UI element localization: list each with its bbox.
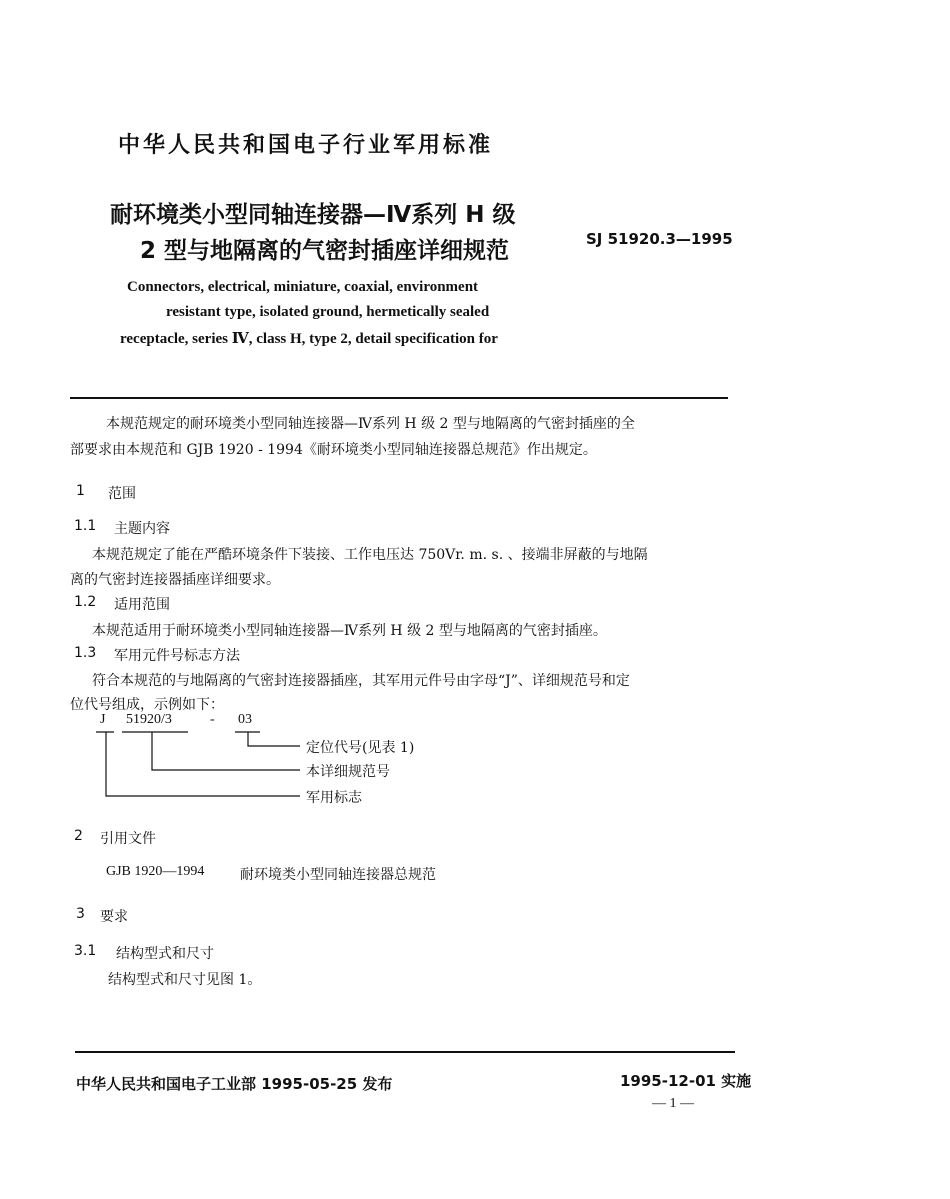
section-3-title: 要求 (100, 909, 128, 925)
section-3-1-line1: 结构型式和尺寸见图 1。 (108, 972, 262, 988)
designation-label-position: 定位代号(见表 1) (306, 740, 415, 756)
section-1-3-line1: 符合本规范的与地隔离的气密封连接器插座，其军用元件号由字母“J”、详细规范号和定 (92, 673, 630, 689)
section-1-title: 范围 (108, 486, 136, 502)
designation-label-spec: 本详细规范号 (306, 764, 390, 780)
section-1-2-number: 1.2 (74, 594, 97, 610)
standard-code: SJ 51920.3—1995 (586, 230, 733, 248)
title-cn-line1: 耐环境类小型同轴连接器—Ⅳ系列 H 级 (110, 202, 516, 228)
title-en-line3: receptacle, series Ⅳ, class H, type 2, detail specification for (120, 331, 498, 347)
section-2-number: 2 (74, 828, 83, 844)
section-1-number: 1 (76, 483, 85, 499)
designation-part-position: 03 (238, 712, 252, 727)
standard-organization: 中华人民共和国电子行业军用标准 (118, 133, 494, 158)
intro-line1: 本规范规定的耐环境类小型同轴连接器—Ⅳ系列 H 级 2 型与地隔离的气密封插座的全 (106, 416, 635, 432)
designation-part-spec: 51920/3 (126, 712, 172, 727)
section-1-2-title: 适用范围 (114, 597, 170, 613)
title-en-line2: resistant type, isolated ground, hermetically sealed (166, 304, 490, 320)
section-2-title: 引用文件 (100, 831, 156, 847)
intro-line2: 部要求由本规范和 GJB 1920 - 1994《耐环境类小型同轴连接器总规范》作出规定。 (70, 442, 597, 458)
section-1-1-line1: 本规范规定了能在严酷环境条件下装接、工作电压达 750Vr. m. s. 、接端非屏蔽的与地隔 (92, 547, 648, 563)
reference-title: 耐环境类小型同轴连接器总规范 (240, 867, 436, 883)
page-number: — 1 — (652, 1096, 694, 1111)
designation-label-military: 军用标志 (306, 790, 362, 806)
designation-part-j: J (100, 712, 106, 727)
section-3-1-number: 3.1 (74, 943, 97, 959)
title-en-line1: Connectors, electrical, miniature, coaxial, environment (127, 279, 479, 295)
issued-date: 中华人民共和国电子工业部 1995-05-25 发布 (76, 1075, 393, 1093)
section-1-1-number: 1.1 (74, 518, 97, 534)
section-1-1-line2: 离的气密封连接器插座详细要求。 (70, 572, 280, 588)
title-cn-line2: 2 型与地隔离的气密封插座详细规范 (140, 238, 510, 264)
section-1-2-line1: 本规范适用于耐环境类小型同轴连接器—Ⅳ系列 H 级 2 型与地隔离的气密封插座。 (92, 623, 607, 639)
section-3-1-title: 结构型式和尺寸 (116, 946, 214, 962)
effective-date: 1995-12-01 实施 (620, 1072, 752, 1090)
section-1-1-title: 主题内容 (114, 521, 170, 537)
section-1-3-title: 军用元件号标志方法 (114, 648, 240, 664)
section-1-3-line2: 位代号组成，示例如下： (70, 697, 224, 713)
section-1-3-number: 1.3 (74, 645, 97, 661)
designation-diagram (60, 708, 580, 808)
reference-code: GJB 1920—1994 (106, 864, 205, 879)
footer-divider (75, 1051, 735, 1053)
designation-dash: - (210, 712, 215, 727)
section-3-number: 3 (76, 906, 85, 922)
header-divider (70, 397, 728, 399)
